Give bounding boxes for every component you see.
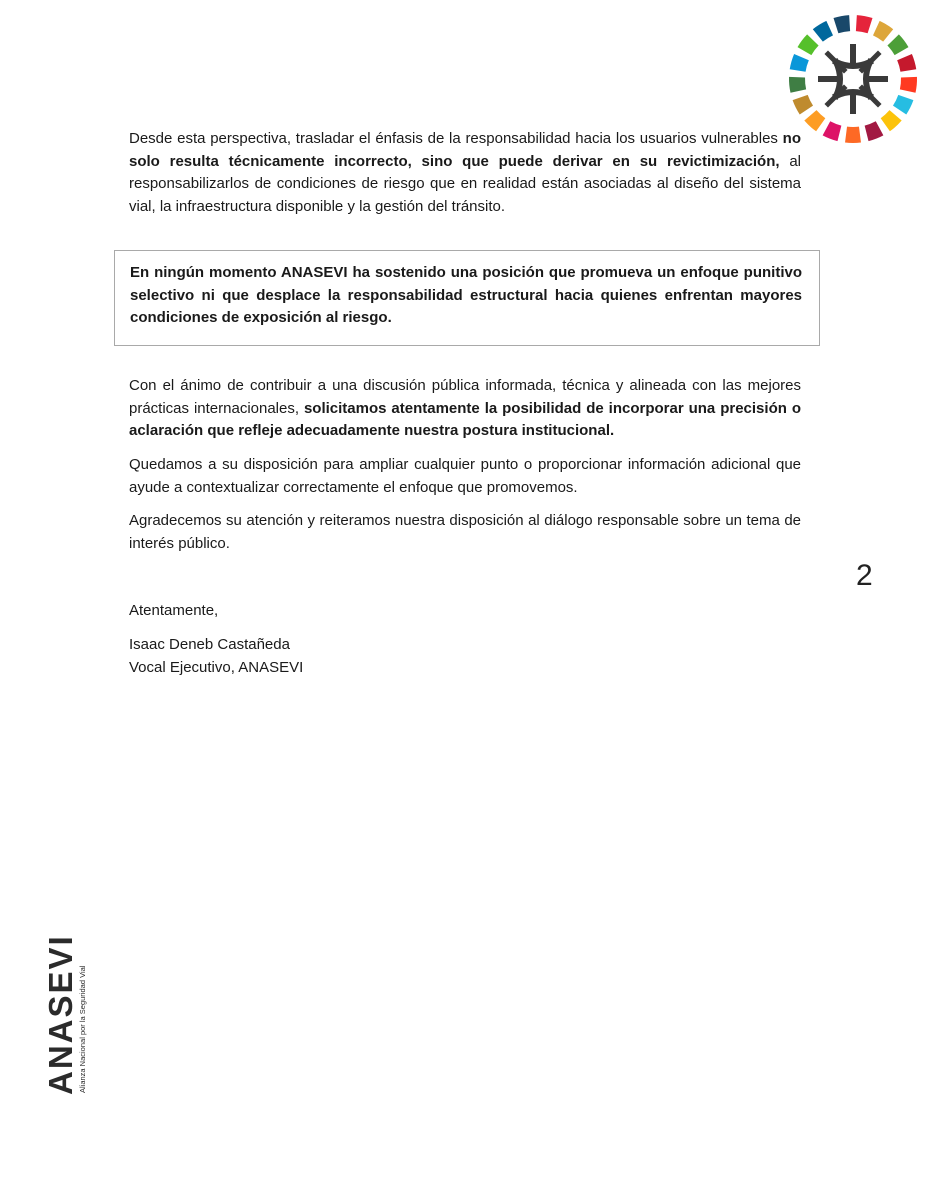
paragraph-bold-text: no solo resulta técnicamente incorrecto, sino que puede derivar en su revictimización,: [129, 130, 801, 170]
wheel-segment: [845, 127, 861, 143]
highlight-text: En ningún momento ANASEVI ha sostenido una posición que promueva un enfoque punitivo selectivo ni que desplace la responsabilidad estructural hacia quienes enfrentan mayores condiciones de exposición al riesgo.: [130, 264, 802, 326]
wheel-segment: [881, 110, 902, 131]
wheel-segment: [823, 121, 842, 141]
sdg-wheel-logo-icon: [788, 14, 918, 144]
wheel-segment: [893, 95, 913, 115]
wheel-segment: [793, 95, 813, 115]
wheel-segment: [834, 15, 851, 33]
paragraph-perspective: [129, 128, 801, 218]
anasevi-side-logo: [40, 930, 90, 1095]
wheel-segment: [790, 54, 809, 72]
signature-title: Vocal Ejecutivo, ANASEVI: [129, 659, 304, 676]
sdg-wheel-segments: [789, 15, 917, 143]
wheel-segment: [873, 21, 893, 42]
paragraph-bold-text: solicitamos atentamente la posibilidad de incorporar una precisión o aclaración que refleje adecuadamente nuestra postura institucional.: [129, 399, 801, 439]
wheel-segment: [813, 21, 833, 42]
paragraph-request: [129, 375, 801, 443]
interlocking-arrows-icon: [821, 47, 885, 111]
highlight-box: [114, 250, 820, 346]
paragraph-text: Con el ánimo de contribuir a una discusión pública informada, técnica y alineada con las mejores prácticas internacionales,: [129, 377, 801, 417]
brand-name: ANASEVI: [42, 934, 79, 1095]
paragraph-availability: Quedamos a su disposición para ampliar cualquier punto o proporcionar información adicional que ayude a contextualizar correctamente el enfoque que promovemos.: [129, 456, 801, 496]
paragraph-thanks: Agradecemos su atención y reiteramos nuestra disposición al diálogo responsable sobre un tema de interés público.: [129, 512, 801, 552]
signature-name: Isaac Deneb Castañeda: [129, 636, 290, 653]
wheel-segment: [789, 77, 806, 93]
wheel-segment: [804, 110, 825, 131]
paragraph-text: Desde esta perspectiva, trasladar el énfasis de la responsabilidad hacia los usuarios vulnerables: [129, 130, 783, 147]
wheel-segment: [865, 121, 884, 141]
page-number: 2: [856, 559, 873, 592]
brand-tagline: Alianza Nacional por la Seguridad Vial: [78, 965, 87, 1093]
wheel-segment: [897, 54, 916, 72]
paragraph-text: al responsabilizarlos de condiciones de riesgo que en realidad están asociadas al diseño del sistema vial, la infraestructura disponible y la gestión del tránsito.: [129, 152, 802, 215]
wheel-segment: [856, 15, 873, 33]
wheel-segment: [900, 77, 917, 93]
wheel-segment: [798, 34, 819, 55]
wheel-segment: [887, 34, 908, 55]
closing-salutation: Atentamente,: [129, 602, 219, 619]
